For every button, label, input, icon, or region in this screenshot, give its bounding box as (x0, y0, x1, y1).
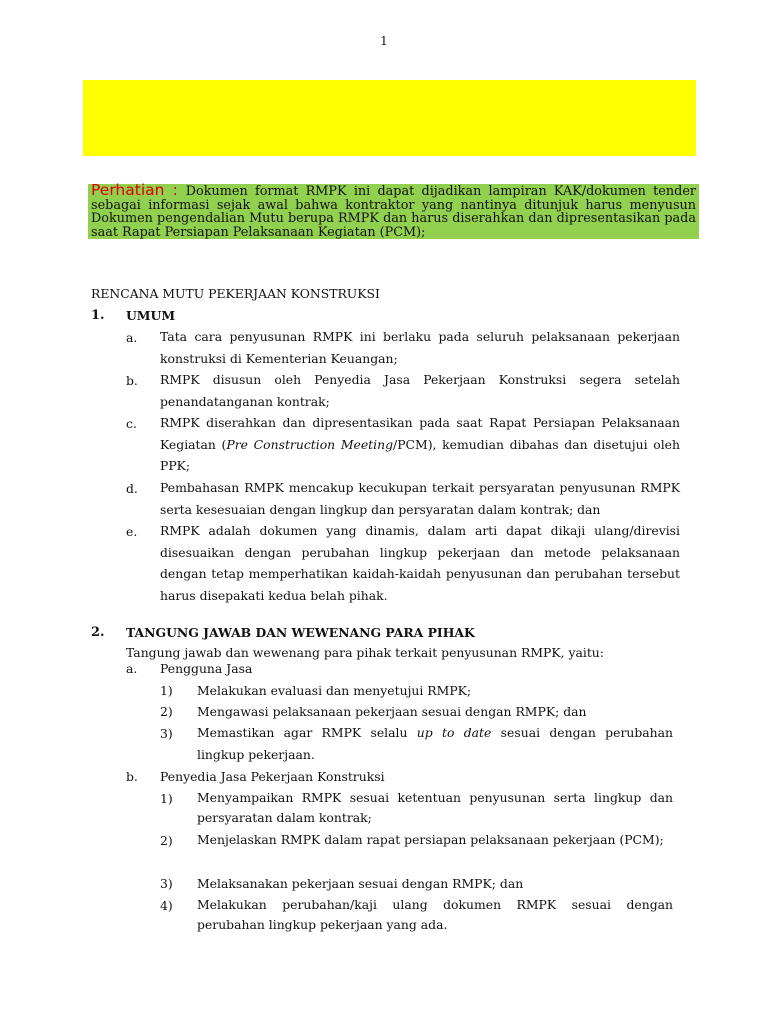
document-title: RENCANA MUTU PEKERJAAN KONSTRUKSI (91, 286, 380, 301)
section2-a-item1-num: 1) (160, 683, 173, 698)
section2-b-item3-num: 3) (160, 876, 173, 891)
section2-a-label: Pengguna Jasa (160, 661, 253, 676)
section1-number: 1. (91, 308, 105, 323)
section2-b-item4-text: Melakukan perubahan/kaji ulang dokumen RMPK sesuai dengan perubahan lingkup pekerjaan yang ada. (197, 897, 673, 932)
notice-text: Dokumen format RMPK ini dapat dijadikan lampiran KAK/dokumen tender sebagai informasi sejak awal bahwa kontraktor yang nantinya ditunjuk harus menyusun Dokumen pengendalian Mutu berupa RMPK dan harus diserahkan dan dipresentasikan pada saat Rapat Persiapan Pelaksanaan Kegiatan (PCM); (91, 184, 697, 240)
section2-b-item2-num: 2) (160, 833, 173, 848)
section1-item-c-italic: Pre Construction Meeting (226, 436, 394, 452)
section1-item-a-text: Tata cara penyusunan RMPK ini berlaku pada seluruh pelaksanaan pekerjaan konstruksi di Kementerian Keuangan; (160, 329, 680, 366)
section2-b-item1-num: 1) (160, 791, 173, 806)
section2-intro: Tangung jawab dan wewenang para pihak terkait penyusunan RMPK, yaitu: (126, 645, 604, 660)
section1-item-e-text: RMPK adalah dokumen yang dinamis, dalam arti dapat dikaji ulang/direvisi disesuaikan dengan perubahan lingkup pekerjaan dan metode pelaksanaan dengan tetap memperhatikan kaidah-kaidah penyusunan dan perubahan tersebut harus disepakati kedua belah pihak. (160, 523, 680, 603)
section1-item-c-letter: c. (126, 416, 137, 431)
notice-box (88, 181, 699, 240)
section1-item-b-letter: b. (126, 373, 138, 388)
section2-a-item1-text: Melakukan evaluasi dan menyetujui RMPK; (197, 683, 472, 698)
section2-b-item4-num: 4) (160, 898, 173, 913)
section1-heading: UMUM (126, 308, 176, 323)
section1-item-a-letter: a. (126, 330, 138, 345)
section2-a-letter: a. (126, 661, 138, 676)
section2-number: 2. (91, 625, 105, 640)
section2-a-item2-text: Mengawasi pelaksanaan pekerjaan sesuai dengan RMPK; dan (197, 704, 587, 719)
section2-b-item2-text: Menjelaskan RMPK dalam rapat persiapan pelaksanaan pekerjaan (PCM); (197, 832, 664, 847)
section2-b-label: Penyedia Jasa Pekerjaan Konstruksi (160, 769, 385, 784)
section2-b-item1-text: Menyampaikan RMPK sesuai ketentuan penyusunan serta lingkup dan persyaratan dalam kontrak; (197, 790, 673, 825)
up-to-date-italic: up to date (416, 725, 492, 740)
section2-b-letter: b. (126, 769, 138, 784)
section1-item-d-letter: d. (126, 481, 138, 496)
section2-a-item2-num: 2) (160, 704, 173, 719)
yellow-highlight-block (83, 80, 696, 156)
section1-item-c-text: RMPK diserahkan dan dipresentasikan pada saat Rapat Persiapan Pelaksanaan Kegiatan (Pre Construction Meeting/PCM), kemudian dibahas dan disetujui oleh PPK; (160, 415, 680, 473)
notice-label: Perhatian : (91, 181, 178, 199)
section2-heading: TANGUNG JAWAB DAN WEWENANG PARA PIHAK (126, 625, 475, 640)
section2-a-item3-num: 3) (160, 726, 173, 741)
section2-b-item3-text: Melaksanakan pekerjaan sesuai dengan RMPK; dan (197, 876, 524, 891)
section1-item-d-text: Pembahasan RMPK mencakup kecukupan terkait persyaratan penyusunan RMPK serta kesesuaian dengan lingkup dan persyaratan dalam kontrak; dan (160, 480, 680, 517)
section1-item-b-text: RMPK disusun oleh Penyedia Jasa Pekerjaan Konstruksi segera setelah penandatanganan kontrak; (160, 372, 680, 409)
page-number: 1 (380, 34, 388, 48)
section2-a-item3-text: Memastikan agar RMPK selalu up to date sesuai dengan perubahan lingkup pekerjaan. (197, 725, 674, 762)
section1-item-e-letter: e. (126, 524, 138, 539)
